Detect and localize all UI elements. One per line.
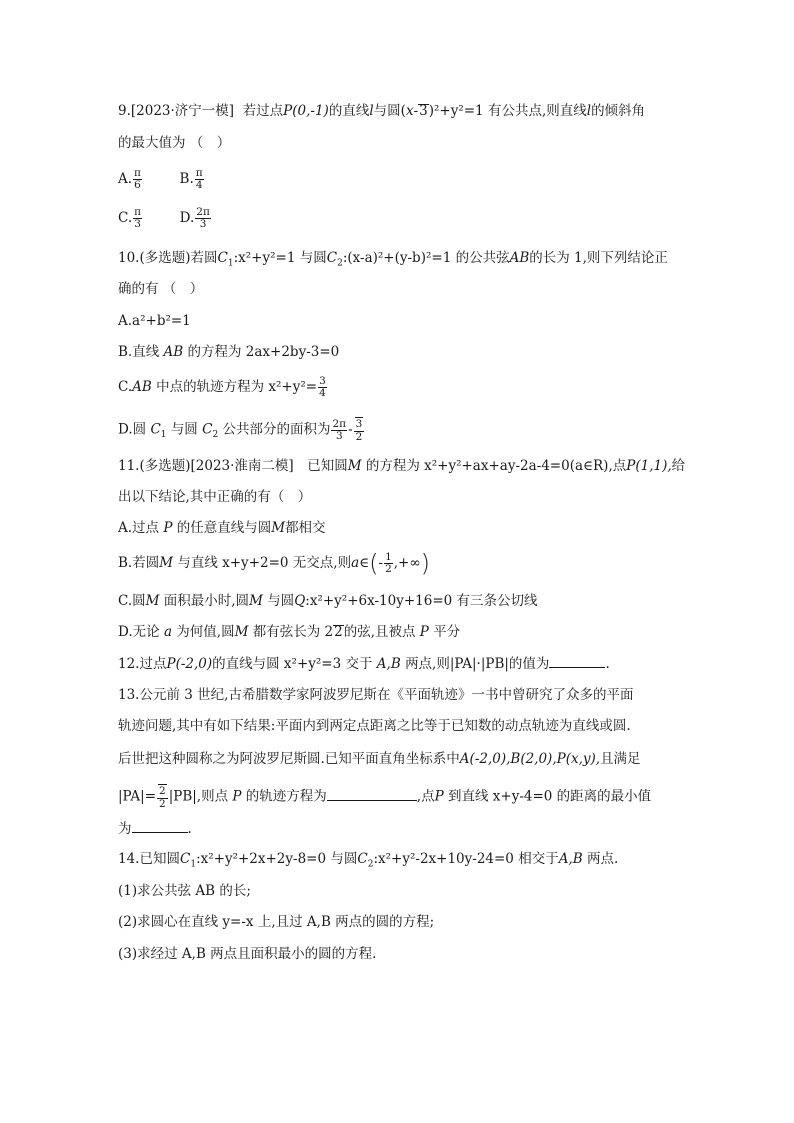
q11-line1: 11.(多选题)[2023·淮南二模] 已知圆M 的方程为 x²+y²+ax+ay-2a-4=0(a∈R),点P(1,1),给 <box>118 458 686 474</box>
q10-line2: 确的有 （ ） <box>118 281 204 297</box>
q9-source: [2023·济宁一模] <box>130 103 235 119</box>
q13-line5: 为 . <box>118 818 192 839</box>
q9-options-cd <box>118 207 212 230</box>
q11-line2: 出以下结论,其中正确的有（ ） <box>118 489 312 505</box>
q9-options-ab <box>118 168 205 191</box>
q14-sub1: (1)求公共弦 AB 的长; <box>118 883 251 899</box>
q11-option-a: A.过点 P 的任意直线与圆M都相交 <box>118 520 326 536</box>
q14-line1: 14.已知圆$C_1:x^2+y^2+2x+2y-8=0$ 与圆$C_2:x^2+y^2-2x+10y-24=0$ 相交于A,B 两点. <box>118 851 619 870</box>
q14-sub3: (3)求经过 A,B 两点且面积最小的圆的方程. <box>118 946 377 962</box>
q13-line3: 后世把这种圆称之为阿波罗尼斯圆.已知平面直角坐标系中A(-2,0),B(2,0),P(x,y),且满足 <box>118 751 641 767</box>
q10-option-c: C.AB 中点的轨迹方程为 x²+y²= $\frac{3}{4}$ <box>118 375 326 399</box>
q10-option-b: B.直线 AB 的方程为 2ax+2by-3=0 <box>118 344 340 360</box>
q13-line1: 13.公元前 3 世纪,古希腊数学家阿波罗尼斯在《平面轨迹》一书中曾研究了众多的平面 <box>118 687 634 703</box>
q10-option-a: A.a²+b²=1 <box>118 313 191 329</box>
q9-option-c: C. $\frac{\pi}{3}$ <box>118 206 142 230</box>
q11-option-c: C.圆M 面积最小时,圆M 与圆Q:x²+y²+6x-10y+16=0 有三条公切线 <box>118 593 538 609</box>
q9-line2: 的最大值为 （ ） <box>118 135 231 151</box>
q9-line1: 9.[2023·济宁一模] 若过点P(0,-1)的直线l与圆(x-3)²+y²=1 有公共点,则直线l的倾斜角 <box>118 103 646 119</box>
q14-sub2: (2)求圆心在直线 y=-x 上,且过 A,B 两点的圆的方程; <box>118 914 435 930</box>
q10-option-d: D.圆 $C_1$ 与圆 $C_2$ 公共部分的面积为 $\frac{2\pi}{3}$ - $\frac{3}{2}$ <box>118 417 363 443</box>
q11-option-d: D.无论 a 为何值,圆M 都有弦长为 22的弦,且被点 P 平分 <box>118 624 461 640</box>
q13-answer-blank-1[interactable] <box>327 786 417 801</box>
q12-line1: 12.过点P(-2,0)的直线与圆 x²+y²=3 交于 A,B 两点,则|PA|·|PB|的值为 . <box>118 653 610 674</box>
q9-option-a: A. $\frac{\pi}{6}$ <box>118 167 141 191</box>
q13-line2: 轨迹问题,其中有如下结果:平面内到两定点距离之比等于已知数的动点轨迹为直线或圆. <box>118 718 631 734</box>
q9-number: 9. <box>118 103 131 119</box>
q12-answer-blank[interactable] <box>549 653 605 668</box>
q10-line1: 10.(多选题)若圆$C_1:x^2+y^2=1$ 与圆$C_2:(x-a)^2+(y-b)^2=1$ 的公共弦AB的长为 1,则下列结论正 <box>118 250 668 269</box>
sqrt-3: 3 <box>419 103 428 119</box>
q11-option-b: B.若圆M 与直线 x+y+2=0 无交点,则a∈(- $\frac{1}{2}$ ,+∞) <box>118 549 430 578</box>
q9-option-d: D. $\frac{2\pi}{3}$ <box>179 206 210 230</box>
q9-option-b: B. $\frac{\pi}{4}$ <box>179 167 203 191</box>
q13-answer-blank-2[interactable] <box>132 818 188 833</box>
q13-line4: |PA|= $\frac{2}{2}$ |PB|,则点 P 的轨迹方程为 ,点P 到直线 x+y-4=0 的距离的最小值 <box>118 785 652 810</box>
